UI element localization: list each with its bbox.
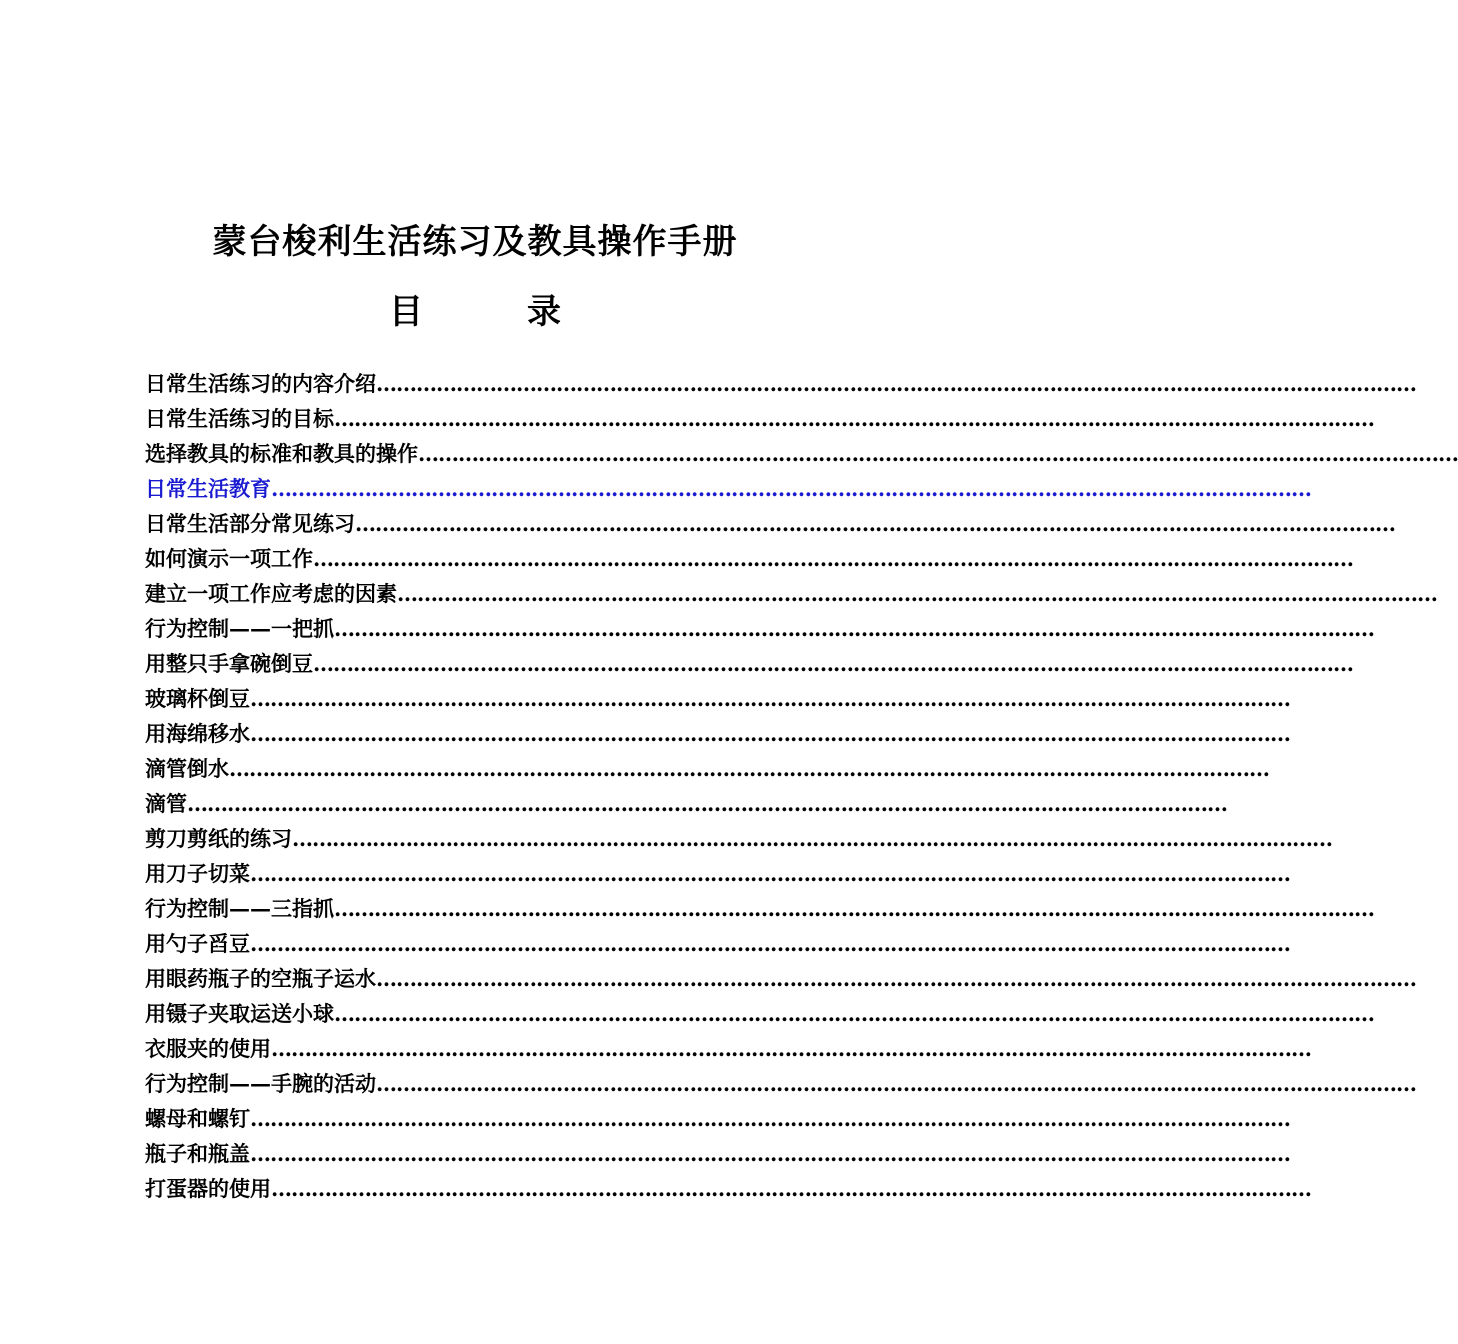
toc-entry[interactable] — [145, 436, 1458, 471]
toc-entry-leader: ………………………………………………………………………………………………………………………………………… — [250, 686, 1290, 711]
toc-entry[interactable] — [145, 1066, 1416, 1101]
toc-entry-leader: ………………………………………………………………………………………………………………………………………… — [271, 1036, 1311, 1061]
toc-entry-leader: ………………………………………………………………………………………………………………………………………… — [376, 371, 1416, 396]
toc-entry-label: 行为控制——手腕的活动 — [145, 1071, 376, 1096]
document-title: 蒙台梭利生活练习及教具操作手册 — [212, 222, 738, 262]
toc-entry-leader: ………………………………………………………………………………………………………………………………………… — [229, 756, 1269, 781]
toc-entry-leader: ………………………………………………………………………………………………………………………………………… — [355, 511, 1395, 536]
toc-entry-label: 瓶子和瓶盖 — [145, 1141, 250, 1166]
toc-entry-label: 玻璃杯倒豆 — [145, 686, 250, 711]
toc-entry[interactable] — [145, 366, 1416, 401]
toc-entry[interactable] — [145, 1171, 1311, 1206]
toc-entry-leader: ………………………………………………………………………………………………………………………………………… — [250, 931, 1290, 956]
toc-entry[interactable] — [145, 926, 1290, 961]
toc-entry-leader: ………………………………………………………………………………………………………………………………………… — [397, 581, 1437, 606]
toc-entry-leader: ………………………………………………………………………………………………………………………………………… — [250, 1141, 1290, 1166]
toc-entry-leader: ………………………………………………………………………………………………………………………………………… — [313, 546, 1353, 571]
toc-entry-label: 日常生活教育 — [145, 476, 271, 501]
toc-entry[interactable] — [145, 1031, 1311, 1066]
toc-entry-label: 日常生活练习的目标 — [145, 406, 334, 431]
toc-entry-label: 用勺子舀豆 — [145, 931, 250, 956]
toc-entry-leader: ………………………………………………………………………………………………………………………………………… — [250, 1106, 1290, 1131]
toc-entry[interactable] — [145, 541, 1353, 576]
toc-entry[interactable] — [145, 821, 1332, 856]
toc-entry-label: 行为控制——三指抓 — [145, 896, 334, 921]
toc-entry-label: 建立一项工作应考虑的因素 — [145, 581, 397, 606]
toc-entry-label: 用刀子切菜 — [145, 861, 250, 886]
toc-entry-label: 剪刀剪纸的练习 — [145, 826, 292, 851]
toc-entry-leader: ………………………………………………………………………………………………………………………………………… — [334, 616, 1374, 641]
toc-entry[interactable] — [145, 996, 1374, 1031]
toc-entry[interactable] — [145, 891, 1374, 926]
toc-entry-leader: ………………………………………………………………………………………………………………………………………… — [271, 476, 1311, 501]
toc-entry[interactable] — [145, 611, 1374, 646]
toc-entry-leader: ………………………………………………………………………………………………………………………………………… — [376, 1071, 1416, 1096]
toc-entry[interactable] — [145, 471, 1311, 506]
toc-entry[interactable] — [145, 1136, 1290, 1171]
toc-entry-leader: ………………………………………………………………………………………………………………………………………… — [334, 1001, 1374, 1026]
toc-entry-leader: ………………………………………………………………………………………………………………………………………… — [334, 896, 1374, 921]
toc-entry[interactable] — [145, 716, 1290, 751]
toc-entry[interactable] — [145, 646, 1353, 681]
toc-heading-left: 目 — [389, 292, 423, 332]
table-of-contents — [145, 366, 1458, 1206]
toc-entry-label: 日常生活部分常见练习 — [145, 511, 355, 536]
toc-heading-right: 录 — [527, 292, 561, 332]
toc-entry[interactable] — [145, 401, 1374, 436]
toc-entry-label: 用眼药瓶子的空瓶子运水 — [145, 966, 376, 991]
toc-entry-leader: ………………………………………………………………………………………………………………………………………… — [187, 791, 1227, 816]
toc-entry-label: 螺母和螺钉 — [145, 1106, 250, 1131]
toc-entry-label: 滴管 — [145, 791, 187, 816]
toc-entry-leader: ………………………………………………………………………………………………………………………………………… — [418, 441, 1458, 466]
toc-entry-label: 日常生活练习的内容介绍 — [145, 371, 376, 396]
toc-entry-label: 行为控制——一把抓 — [145, 616, 334, 641]
toc-entry[interactable] — [145, 786, 1227, 821]
toc-entry[interactable] — [145, 751, 1269, 786]
toc-entry-leader: ………………………………………………………………………………………………………………………………………… — [250, 721, 1290, 746]
toc-entry-leader: ………………………………………………………………………………………………………………………………………… — [334, 406, 1374, 431]
toc-heading — [0, 288, 950, 336]
toc-entry-label: 打蛋器的使用 — [145, 1176, 271, 1201]
toc-entry-leader: ………………………………………………………………………………………………………………………………………… — [271, 1176, 1311, 1201]
toc-entry-label: 选择教具的标准和教具的操作 — [145, 441, 418, 466]
toc-entry-label: 用镊子夹取运送小球 — [145, 1001, 334, 1026]
toc-entry-label: 滴管倒水 — [145, 756, 229, 781]
toc-entry-leader: ………………………………………………………………………………………………………………………………………… — [313, 651, 1353, 676]
toc-entry[interactable] — [145, 856, 1290, 891]
toc-entry-leader: ………………………………………………………………………………………………………………………………………… — [292, 826, 1332, 851]
toc-entry-leader: ………………………………………………………………………………………………………………………………………… — [250, 861, 1290, 886]
toc-entry[interactable] — [145, 961, 1416, 996]
toc-entry-label: 用整只手拿碗倒豆 — [145, 651, 313, 676]
toc-entry[interactable] — [145, 506, 1395, 541]
toc-entry-label: 用海绵移水 — [145, 721, 250, 746]
toc-entry-label: 如何演示一项工作 — [145, 546, 313, 571]
toc-entry-label: 衣服夹的使用 — [145, 1036, 271, 1061]
toc-entry[interactable] — [145, 576, 1437, 611]
toc-entry[interactable] — [145, 681, 1290, 716]
toc-entry[interactable] — [145, 1101, 1290, 1136]
toc-entry-leader: ………………………………………………………………………………………………………………………………………… — [376, 966, 1416, 991]
